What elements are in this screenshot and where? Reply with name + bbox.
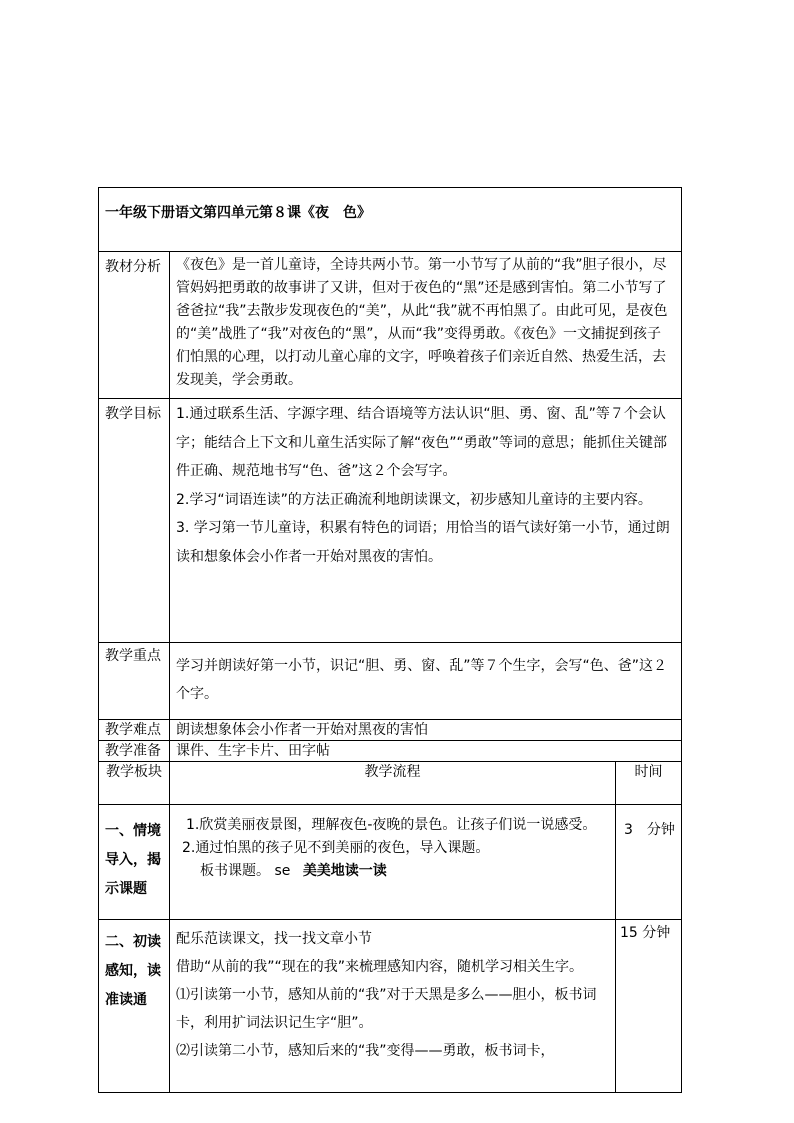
section-label: 二、初读感知，读准读通 [99,920,170,1093]
objective-item: 1.通过联系生活、字源字理、结合语境等方法认识“胆、勇、窗、乱”等７个会认字；能结合上下文和儿童生活实际了解“夜色”“勇敢”等词的意思；能抓住关键部件正确、规范地书写“色、爸”这２个会写字。 [176,406,668,479]
process-line: ⑴引读第一小节，感知从前的“我”对于天黑是多么——胆小，板书词卡，利用扩词法识记生字“胆”。 [176,987,597,1031]
objectives-row [99,399,682,643]
difficulties-text: 朗读想象体会小作者一开始对黑夜的害怕 [170,720,682,741]
process-line: ⑵引读第二小节，感知后来的“我”变得——勇敢，板书词卡， [176,1043,555,1059]
objective-item: 3. 学习第一节儿童诗，积累有特色的词语；用恰当的语气读好第一小节，通过朗读和想象体会小作者一开始对黑夜的害怕。 [176,520,670,565]
section-row [99,920,682,1093]
header-block: 教学板块 [99,762,170,805]
board-bold-text: 美美地读一读 [302,863,387,879]
lesson-plan-table [98,187,682,1093]
key-points-text: 学习并朗读好第一小节，识记“胆、勇、窗、乱”等７个生字，会写“色、爸”这２个字。 [170,643,682,720]
difficulties-row [99,720,682,741]
process-header-row [99,762,682,805]
header-time: 时间 [616,762,682,805]
section-time: 3 分钟 [616,805,682,920]
section-content [170,805,616,920]
title-row [99,188,682,252]
key-points-label: 教学重点 [99,643,170,720]
process-line: 配乐范读课文，找一找文章小节 [176,931,372,947]
board-prefix: 板书课题。 se [200,863,291,879]
key-points-row [99,643,682,720]
analysis-row [99,252,682,399]
section-content [170,920,616,1093]
lesson-title: 一年级下册语文第四单元第８课《夜 色》 [99,188,682,252]
section-row [99,805,682,920]
preparation-label: 教学准备 [99,741,170,762]
difficulties-label: 教学难点 [99,720,170,741]
process-line: 2.通过怕黑的孩子见不到美丽的夜色，导入课题。 [182,840,490,856]
section-time: 15 分钟 [616,920,682,1093]
objectives-label: 教学目标 [99,399,170,643]
preparation-text: 课件、生字卡片、田字帖 [170,741,682,762]
process-line: 借助“从前的我”“现在的我”来梳理感知内容，随机学习相关生字。 [176,959,584,975]
objective-item: 2.学习“词语连读”的方法正确流利地朗读课文，初步感知儿童诗的主要内容。 [176,491,652,508]
preparation-row [99,741,682,762]
board-line [176,860,609,883]
analysis-label: 教材分析 [99,252,170,399]
section-label: 一、情境导入，揭示课题 [99,805,170,920]
objectives-content [170,399,682,643]
header-process: 教学流程 [170,762,616,805]
analysis-text: 《夜色》是一首儿童诗，全诗共两小节。第一小节写了从前的“我”胆子很小，尽管妈妈把勇敢的故事讲了又讲，但对于夜色的“黑”还是感到害怕。第二小节写了爸爸拉“我”去散步发现夜色的“美”，从此“我”就不再怕黑了。由此可见，是夜色的“美”战胜了“我”对夜色的“黑”，从而“我”变得勇敢。《夜色》一文捕捉到孩子们怕黑的心理，以打动儿童心扉的文字，呼唤着孩子们亲近自然、热爱生活，去发现美，学会勇敢。 [170,252,682,399]
process-line: 1.欣赏美丽夜景图，理解夜色-夜晚的景色。让孩子们说一说感受。 [186,817,597,833]
